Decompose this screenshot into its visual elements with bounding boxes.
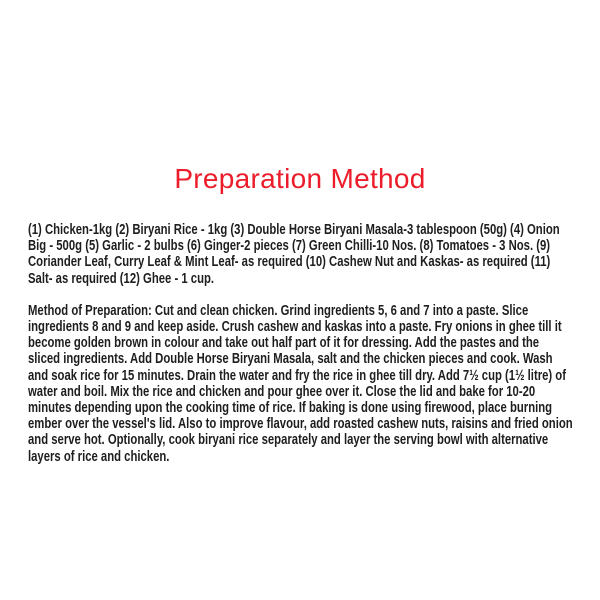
method-text: Method of Preparation: Cut and clean chicken. Grind ingredients 5, 6 and 7 into a paste. Slice ingredients 8 and 9 and keep aside. Crush cashew and kaskas into a paste. Fry onions in ghee till it become golden brown in colour and take out half part of it for dressing. Add the pastes and the sliced ingredients. Add Double Horse Biryani Masala, salt and the chicken pieces and cook. Wash and soak rice for 15 minutes. Drain the water and fry the rice in ghee till dry. Add 7½ cup (1½ litre) of water and boil. Mix the rice and chicken and pour ghee over it. Close the lid and bake for 10-20 minutes depending upon the cooking time of rice. If baking is done using firewood, place burning ember over the vessel's lid. Also to improve flavour, add roasted cashew nuts, raisins and fried onion and serve hot. Optionally, cook biryani rice separately and layer the serving bowl with alternative layers of rice and chicken. (28, 302, 573, 465)
page-title: Preparation Method (174, 163, 426, 194)
ingredients-text: (1) Chicken-1kg (2) Biryani Rice - 1kg (3) Double Horse Biryani Masala-3 tablespoon (50g) (4) Onion Big - 500g (5) Garlic - 2 bulbs (6) Ginger-2 pieces (7) Green Chilli-10 Nos. (8) Tomatoes - 3 Nos. (9) Coriander Leaf, Curry Leaf & Mint Leaf- as required (10) Cashew Nut and Kaskas- as required (11) Salt- as required (12) Ghee - 1 cup. (28, 222, 560, 287)
